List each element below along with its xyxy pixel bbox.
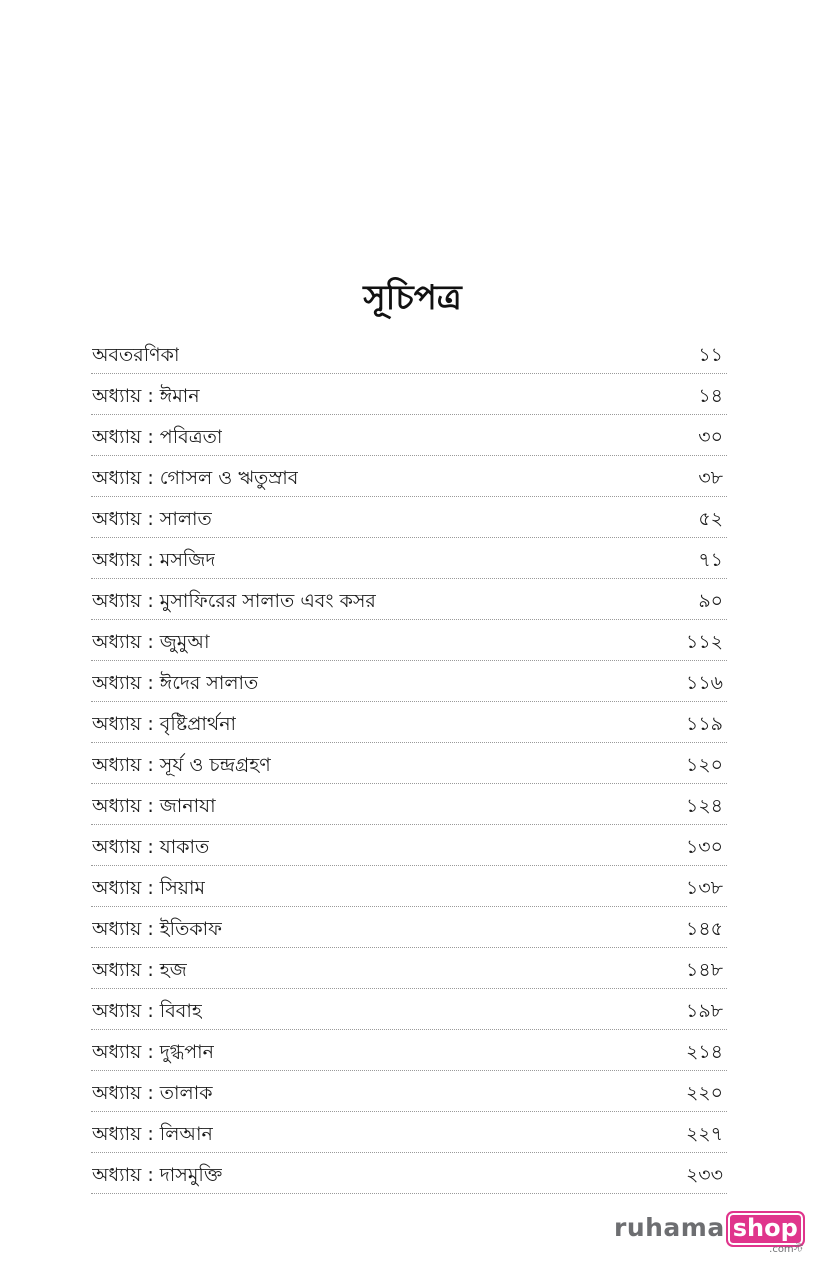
toc-entry-title: অধ্যায় : দুগ্ধপান bbox=[92, 1041, 214, 1063]
toc-entry-page: ২২৭ bbox=[685, 1123, 723, 1145]
toc-entry-page: ২২০ bbox=[685, 1082, 723, 1104]
toc-entry-title: অধ্যায় : ঈমান bbox=[92, 385, 200, 407]
toc-entry-title: অধ্যায় : বৃষ্টিপ্রার্থনা bbox=[92, 713, 237, 735]
toc-row bbox=[91, 743, 727, 784]
toc-entry-page: ২৩৩ bbox=[685, 1164, 723, 1186]
toc-entry-page: ২১৪ bbox=[685, 1041, 723, 1063]
toc-entry-title: অধ্যায় : হজ bbox=[92, 959, 187, 981]
toc-entry-page: ১৪৮ bbox=[686, 959, 723, 981]
toc-entry-title: অধ্যায় : পবিত্রতা bbox=[92, 426, 223, 448]
toc-row bbox=[91, 456, 727, 497]
toc-entry-title: অধ্যায় : তালাক bbox=[92, 1082, 213, 1104]
toc-entry-title: অধ্যায় : ইতিকাফ bbox=[92, 918, 223, 940]
toc-row bbox=[91, 866, 727, 907]
toc-entry-title: অধ্যায় : মসজিদ bbox=[92, 549, 216, 571]
toc-entry-page: ৯০ bbox=[698, 590, 723, 612]
toc-entry-title: অধ্যায় : লিআন bbox=[92, 1123, 213, 1145]
toc-entry-title: অবতরণিকা bbox=[92, 344, 180, 366]
toc-entry-title: অধ্যায় : সূর্য ও চন্দ্রগ্রহণ bbox=[92, 754, 271, 776]
page-title: সূচিপত্র bbox=[363, 277, 462, 318]
toc-entry-page: ১৪৫ bbox=[686, 918, 723, 940]
toc-row bbox=[91, 1112, 727, 1153]
toc-entry-title: অধ্যায় : মুসাফিরের সালাত এবং কসর bbox=[92, 590, 376, 612]
toc-entry-title: অধ্যায় : যাকাত bbox=[92, 836, 210, 858]
toc-entry-page: ১১ bbox=[698, 344, 723, 366]
toc-entry-page: ৩৮ bbox=[698, 467, 723, 489]
toc-entry-title: অধ্যায় : দাসমুক্তি bbox=[92, 1164, 223, 1186]
toc-entry-page: ৩০ bbox=[698, 426, 723, 448]
toc-entry-title: অধ্যায় : গোসল ও ঋতুস্রাব bbox=[92, 467, 299, 489]
toc-entry-page: ৫২ bbox=[698, 508, 723, 530]
toc-row bbox=[91, 784, 727, 825]
toc-entry-page: ১১৯ bbox=[686, 713, 723, 735]
toc-row bbox=[91, 989, 727, 1030]
toc-entry-title: অধ্যায় : ঈদের সালাত bbox=[92, 672, 259, 694]
toc-row bbox=[91, 1153, 727, 1194]
toc-row bbox=[91, 374, 727, 415]
toc-entry-page: ১৯৮ bbox=[686, 1000, 723, 1022]
toc-row bbox=[91, 579, 727, 620]
toc-entry-page: ১২০ bbox=[685, 754, 723, 776]
toc-entry-page: ১৪ bbox=[698, 385, 723, 407]
toc-entry-page: ১১২ bbox=[685, 631, 723, 653]
toc-row bbox=[91, 620, 727, 661]
toc-row bbox=[91, 1071, 727, 1112]
toc-row bbox=[91, 538, 727, 579]
toc-row bbox=[91, 1030, 727, 1071]
table-of-contents bbox=[91, 333, 727, 1194]
toc-entry-page: ১৩৮ bbox=[685, 877, 723, 899]
toc-row bbox=[91, 702, 727, 743]
toc-entry-title: অধ্যায় : সিয়াম bbox=[92, 877, 206, 899]
toc-row bbox=[91, 497, 727, 538]
toc-entry-title: অধ্যায় : জানাযা bbox=[92, 795, 216, 817]
toc-entry-page: ১২৪ bbox=[685, 795, 723, 817]
toc-entry-title: অধ্যায় : বিবাহ bbox=[92, 1000, 202, 1022]
toc-row bbox=[91, 333, 727, 374]
logo-domain-suffix: .comস্ট bbox=[769, 1244, 803, 1255]
toc-entry-title: অধ্যায় : সালাত bbox=[92, 508, 212, 530]
toc-entry-page: ৭১ bbox=[698, 549, 723, 571]
logo-wordmark: ruhama bbox=[614, 1213, 725, 1242]
ruhamashop-logo bbox=[614, 1211, 803, 1261]
toc-row bbox=[91, 907, 727, 948]
toc-entry-page: ১১৬ bbox=[685, 672, 723, 694]
logo-shop-text: shop bbox=[726, 1211, 805, 1247]
toc-row bbox=[91, 661, 727, 702]
toc-entry-title: অধ্যায় : জুমুআ bbox=[92, 631, 210, 653]
toc-row bbox=[91, 825, 727, 866]
toc-row bbox=[91, 415, 727, 456]
toc-row bbox=[91, 948, 727, 989]
logo-shop-badge bbox=[726, 1211, 805, 1255]
toc-entry-page: ১৩০ bbox=[685, 836, 723, 858]
